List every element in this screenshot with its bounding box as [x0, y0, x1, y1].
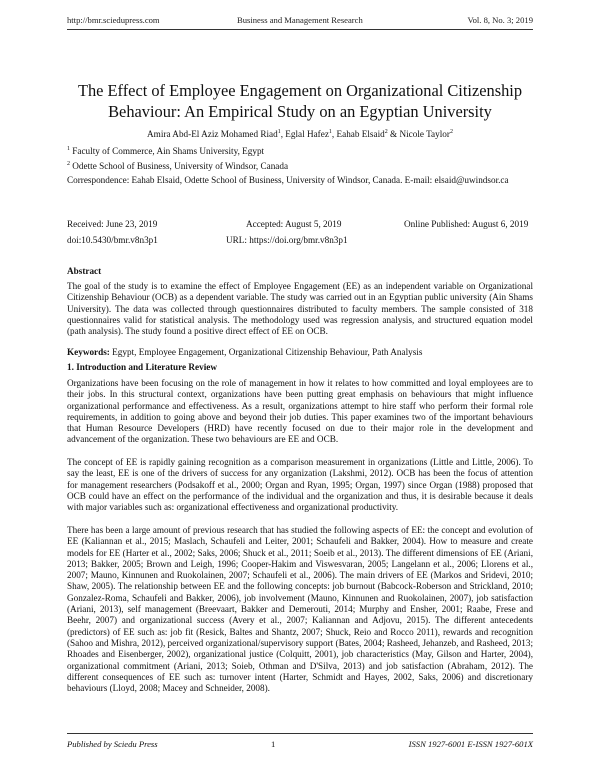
- author-1: Amira Abd-El Aziz Mohamed Riad: [147, 129, 278, 140]
- page-footer: [67, 733, 533, 749]
- title-line-2: Behaviour: An Empirical Study on an Egyptian University: [108, 102, 492, 121]
- keywords-text: Egypt, Employee Engagement, Organizational Citizenship Behaviour, Path Analysis: [109, 347, 423, 357]
- abstract-heading: Abstract: [67, 266, 102, 276]
- author-2: , Eglal Hafez: [280, 129, 329, 140]
- volume-info: Vol. 8, No. 3; 2019: [467, 15, 533, 25]
- section-1-heading: 1. Introduction and Literature Review: [67, 362, 217, 372]
- author-2-sup: 1: [328, 129, 332, 135]
- footer-publisher: Published by Sciedu Press: [67, 739, 158, 749]
- correspondence: Correspondence: Eahab Elsaid, Odette School of Business, University of Windsor, Canada. E-mail: elsaid@uwindsor.ca: [67, 175, 509, 185]
- intro-paragraph-3: There has been a large amount of previous research that has studied the following aspects of EE: the concept and evolution of EE (Kaliannan et al., 2015; Maslach, Schaufeli and Leiter, 2001; Schaufeli and Bakker, 2004). How to measure and create models for EE (Harter et al., 2002; Saks, 2006; Shuck et al., 2011; Soeib et al., 2013). The different dimensions of EE (Ariani, 2013; Bakker, 2005; Brown and Leigh, 1996; Cooper-Hakim and Viswesvaran, 2005; Langelann et al., 2006; Llorens et al., 2007; Mauno, Kinnunen and Ruokolainen, 2007; Schaufeli et al., 2006). The main drivers of EE (Markos and Sridevi, 2010; Shaw, 2005). The relationship between EE and the following concepts: job burnout (Babcock-Roberson and Strickland, 2010; Gonzalez-Roma, Schaufeli and Bakker, 2006), job involvement (Mauno, Kinnunen and Ruokolainen, 2007), job satisfaction (Ariani, 2013), self management (Breevaart, Bakker and Demerouti, 2014; Murphy and Ensher, 2001; Raabe, Frese and Beehr, 2007) and organizational success (Avery et al., 2007; Kaliannan and Adjovu, 2015). The different antecedents (predictors) of EE such as: job fit (Resick, Baltes and Shantz, 2007; Shuck, Reio and Rocco 2011), rewards and recognition (Sahoo and Mishra, 2012), perceived organizational/supervisory support (Bates, 2004; Rasheed, Jehanzeb, and Rasheed, 2013; Rhoades and Eisenberger, 2002), organizational justice (Colquitt, 2001), job characteristics (May, Gilson and Harter, 2004), organizational commitment (Ariani, 2013; Soieb, Othman and D'Silva, 2013) and job satisfaction (Abraham, 2012). The different consequences of EE such as: turnover intent (Harter, Schmidt and Hayes, 2002, Saks, 2006) and discretionary behaviours (Lloyd, 2008; Macey and Schneider, 2008).: [67, 525, 533, 694]
- keywords-label: Keywords:: [67, 347, 110, 357]
- author-4: & Nicole Taylor: [387, 129, 450, 140]
- author-4-sup: 2: [449, 129, 453, 135]
- journal-url[interactable]: http://bmr.sciedupress.com: [67, 15, 160, 25]
- paper-title: [67, 80, 533, 122]
- author-3-sup: 2: [384, 129, 388, 135]
- affiliation-1-text: Faculty of Commerce, Ain Shams University, Egypt: [70, 146, 265, 157]
- affiliation-2-sup: 2: [67, 161, 70, 167]
- running-header: [67, 11, 533, 27]
- affiliation-1-sup: 1: [67, 146, 70, 152]
- journal-name: Business and Management Research: [237, 15, 363, 25]
- received-date: Received: June 23, 2019: [67, 219, 158, 229]
- title-line-1: The Effect of Employee Engagement on Organizational Citizenship: [77, 81, 523, 100]
- footer-issn: ISSN 1927-6001 E-ISSN 1927-601X: [408, 739, 533, 749]
- intro-paragraph-1: Organizations have been focusing on the role of management in how it relates to how committed and loyal employees are to their jobs. In this structural context, organizations have been putting great emphasis on behaviours that might influence organizational performance and effectiveness. As a result, organizations attempt to hire staff who perform their formal role requirements, in addition to going above and beyond their job duties. This paper examines two of the important behaviours that Human Resource Developers (HRD) have recently focused on due to their major role in the development and advancement of the organization. These two behaviours are EE and OCB.: [67, 378, 533, 445]
- published-date: Online Published: August 6, 2019: [404, 219, 529, 229]
- page-number: 1: [271, 739, 276, 749]
- doi-url[interactable]: URL: https://doi.org/bmr.v8n3p1: [226, 235, 348, 245]
- author-3: , Eahab Elsaid: [331, 129, 385, 140]
- doi[interactable]: doi:10.5430/bmr.v8n3p1: [67, 235, 158, 245]
- author-1-sup: 1: [277, 129, 281, 135]
- affiliation-2: [67, 158, 533, 173]
- abstract-text: The goal of the study is to examine the effect of Employee Engagement (EE) as an independent variable on Organizational Citizenship Behaviour (OCB) as a dependent variable. The study was carried out in an Egyptian public university (Ain Shams University). The data was collected through questionnaires distributed to faculty members. The sample consisted of 318 questionnaires valid for statistical analysis. The methodology used was regression analysis, and structured equation model (path analysis). The study found a positive direct effect of EE on OCB.: [67, 281, 533, 337]
- author-list: [67, 129, 533, 139]
- keywords: [67, 347, 533, 358]
- intro-paragraph-2: The concept of EE is rapidly gaining recognition as a comparison measurement in organizations (Little and Little, 2006). To say the least, EE is one of the drivers of success for any organization (Lakshmi, 2012). OCB has been the focus of attention for management researchers (Podsakoff et al., 2000; Organ and Ryan, 1995; Organ, 1997) since Organ (1988) proposed that OCB could have an effect on the performance of the individual and the organization and thus, it is desirable because it deals with major variables such as: organizational effectiveness and organizational productivity.: [67, 457, 533, 513]
- accepted-date: Accepted: August 5, 2019: [246, 219, 342, 229]
- affiliation-1: [67, 143, 533, 158]
- header-rule: [67, 29, 533, 30]
- affiliation-2-text: Odette School of Business, University of Windsor, Canada: [70, 161, 289, 172]
